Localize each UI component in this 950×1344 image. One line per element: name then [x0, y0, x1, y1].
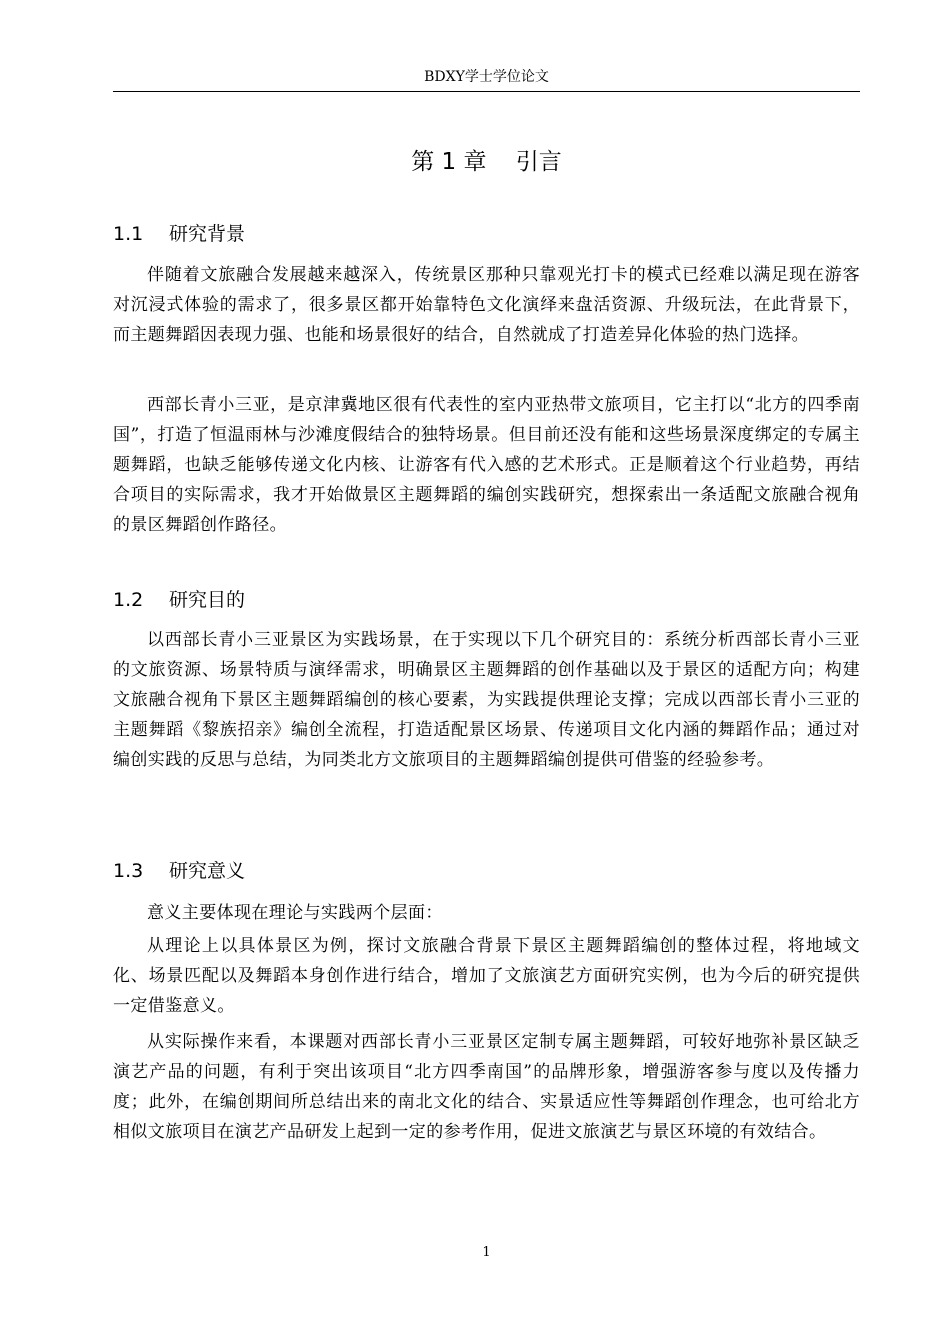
- section-number: 1.3: [113, 860, 144, 882]
- section-number: 1.1: [113, 223, 144, 245]
- section-heading-1-2: [113, 586, 245, 614]
- section-title: 研究背景: [169, 223, 246, 245]
- paragraph: 意义主要体现在理论与实践两个层面：: [147, 903, 443, 923]
- paragraph: 西部长青小三亚，是京津冀地区很有代表性的室内亚热带文旅项目，它主打以“北方的四季南国”，打造了恒温雨林与沙滩度假结合的独特场景。但目前还没有能和这些场景深度绑定的专属主题舞蹈，也缺乏能够传递文化内核、让游客有代入感的艺术形式。正是顺着这个行业趋势，再结合项目的实际需求，我才开始做景区主题舞蹈的编创实践研究，想探索出一条适配文旅融合视角的景区舞蹈创作路径。: [113, 395, 860, 535]
- section-number: 1.2: [113, 589, 144, 611]
- paragraph: 以西部长青小三亚景区为实践场景，在于实现以下几个研究目的：系统分析西部长青小三亚的文旅资源、场景特质与演绎需求，明确景区主题舞蹈的创作基础以及于景区的适配方向；构建文旅融合视角下景区主题舞蹈编创的核心要素，为实践提供理论支撑；完成以西部长青小三亚的主题舞蹈《黎族招亲》编创全流程，打造适配景区场景、传递项目文化内涵的舞蹈作品；通过对编创实践的反思与总结，为同类北方文旅项目的主题舞蹈编创提供可借鉴的经验参考。: [113, 630, 860, 770]
- chapter-title: 第 1 章 引言: [411, 149, 562, 175]
- header-divider: [113, 91, 860, 92]
- section-heading-1-3: [113, 857, 245, 885]
- page-number: 1: [482, 1245, 491, 1260]
- paragraph: 从实际操作来看，本课题对西部长青小三亚景区定制专属主题舞蹈，可较好地弥补景区缺乏演艺产品的问题，有利于突出该项目“北方四季南国”的品牌形象，增强游客参与度以及传播力度；此外，在编创期间所总结出来的南北文化的结合、实景适应性等舞蹈创作理念，也可给北方相似文旅项目在演艺产品研发上起到一定的参考作用，促进文旅演艺与景区环境的有效结合。: [113, 1032, 860, 1142]
- paragraph: 伴随着文旅融合发展越来越深入，传统景区那种只靠观光打卡的模式已经难以满足现在游客对沉浸式体验的需求了，很多景区都开始靠特色文化演绎来盘活资源、升级玩法，在此背景下，而主题舞蹈因表现力强、也能和场景很好的结合，自然就成了打造差异化体验的热门选择。: [113, 265, 860, 345]
- paragraph: 从理论上以具体景区为例，探讨文旅融合背景下景区主题舞蹈编创的整体过程，将地域文化、场景匹配以及舞蹈本身创作进行结合，增加了文旅演艺方面研究实例，也为今后的研究提供一定借鉴意义。: [113, 936, 860, 1016]
- section-title: 研究目的: [169, 589, 246, 611]
- section-heading-1-1: [113, 220, 245, 248]
- section-title: 研究意义: [169, 860, 246, 882]
- running-header: BDXY学士学位论文: [424, 69, 549, 85]
